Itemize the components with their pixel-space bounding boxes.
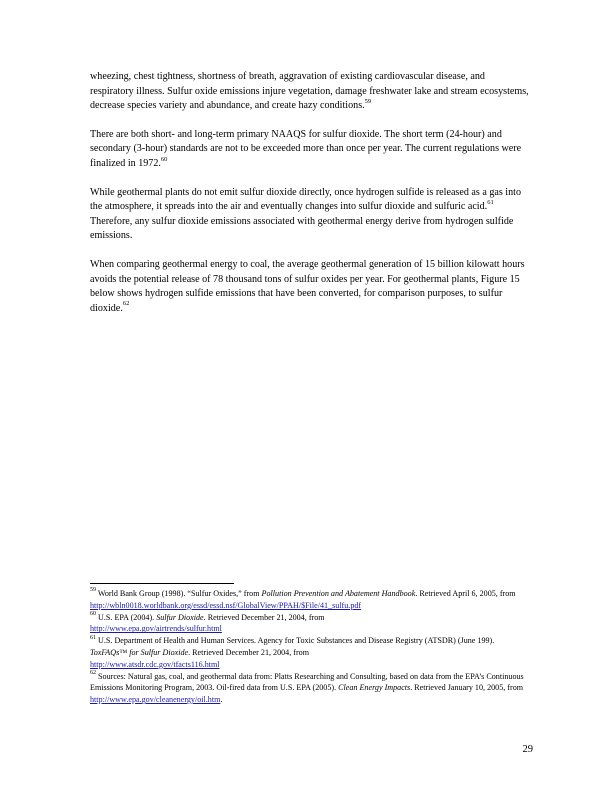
footnote-text: World Bank Group (1998). “Sulfur Oxides,” from bbox=[96, 589, 262, 598]
footnote-60 bbox=[90, 612, 530, 636]
paragraph-text: There are both short- and long-term primary NAAQS for sulfur dioxide. The short term (24-hour) and secondary (3-hour) standards are not to be exceeded more than once per year. The current regulations were finalized in 1972. bbox=[90, 128, 522, 169]
footnote-number: 59 bbox=[90, 587, 96, 594]
footnote-source-title: ToxFAQs™ for Sulfur Dioxide bbox=[90, 647, 189, 657]
footnote-source-title: Sulfur Dioxide bbox=[156, 612, 204, 622]
footnote-source-title: Clean Energy Impacts bbox=[338, 683, 411, 693]
footnote-number: 62 bbox=[90, 669, 96, 676]
footnotes bbox=[90, 588, 530, 706]
footnote-ref-62[interactable]: 62 bbox=[122, 300, 130, 308]
footnote-61 bbox=[90, 635, 530, 670]
body-text bbox=[90, 70, 530, 330]
paragraph-naaqs bbox=[90, 128, 530, 172]
footnote-number: 60 bbox=[90, 610, 96, 617]
footnote-text: U.S. EPA (2004). bbox=[96, 612, 157, 622]
paragraph-text: When comparing geothermal energy to coal, the average geothermal generation of 15 billion kilowatt hours avoids the potential release of 78 thousand tons of sulfur oxides per year. For geothermal plants, Figure 15 below shows hydrogen sulfide emissions that have been converted, for comparison purposes, to sulfur dioxide. bbox=[90, 258, 525, 314]
footnote-ref-60[interactable]: 60 bbox=[160, 155, 168, 163]
paragraph-text: wheezing, chest tightness, shortness of breath, aggravation of existing cardiovascular disease, and respiratory illness. Sulfur oxide emissions injure vegetation, damage freshwater lake and stream ecosystems, decrease species variety and abundance, and create hazy conditions. bbox=[90, 71, 529, 112]
footnote-link[interactable]: http://www.epa.gov/cleanenergy/oil.htm bbox=[90, 695, 221, 705]
paragraph-hydrogen-sulfide bbox=[90, 186, 530, 244]
footnote-link[interactable]: http://wbln0018.worldbank.org/essd/essd.nsf/GlobalView/PPAH/$File/41_sulfu.pdf bbox=[90, 600, 362, 610]
paragraph-text: Therefore, any sulfur dioxide emissions associated with geothermal energy derive from hydrogen sulfide emissions. bbox=[90, 215, 514, 242]
footnote-link[interactable]: http://www.epa.gov/airtrends/sulfur.html bbox=[90, 624, 222, 634]
footnote-text: . Retrieved January 10, 2005, from bbox=[410, 683, 524, 693]
footnote-ref-61[interactable]: 61 bbox=[487, 198, 494, 206]
footnote-text: U.S. Department of Health and Human Services. Agency for Toxic Substances and Disease Registry (ATSDR) (June 199). bbox=[96, 636, 495, 646]
footnote-text: . Retrieved December 21, 2004, from bbox=[188, 647, 310, 657]
footnote-59 bbox=[90, 588, 530, 612]
footnote-text: . bbox=[220, 695, 223, 705]
footnote-separator bbox=[90, 583, 234, 584]
paragraph-text: While geothermal plants do not emit sulfur dioxide directly, once hydrogen sulfide is released as a gas into the atmosphere, it spreads into the air and eventually changes into sulfur dioxide and sulfuric acid. bbox=[90, 186, 522, 213]
footnote-source-title: Pollution Prevention and Abatement Handbook bbox=[261, 589, 416, 598]
page-number: 29 bbox=[522, 744, 533, 755]
footnote-text: Sources: Natural gas, coal, and geothermal data from: Platts Researching and Consulting, based on data from the EPA’s Continuous Emissions Monitoring Program, 2003. Oil-fired data from U.S. EPA (2005). bbox=[90, 671, 524, 693]
paragraph-health-effects bbox=[90, 70, 530, 114]
footnote-number: 61 bbox=[90, 634, 96, 641]
footnote-text: . Retrieved December 21, 2004, from bbox=[203, 612, 325, 622]
footnote-62 bbox=[90, 671, 530, 706]
footnote-text: . Retrieved April 6, 2005, from bbox=[415, 589, 516, 598]
footnote-ref-59[interactable]: 59 bbox=[364, 97, 372, 105]
footnote-link[interactable]: http://www.atsdr.cdc.gov/tfacts116.html bbox=[90, 659, 220, 669]
paragraph-coal-comparison bbox=[90, 258, 530, 316]
